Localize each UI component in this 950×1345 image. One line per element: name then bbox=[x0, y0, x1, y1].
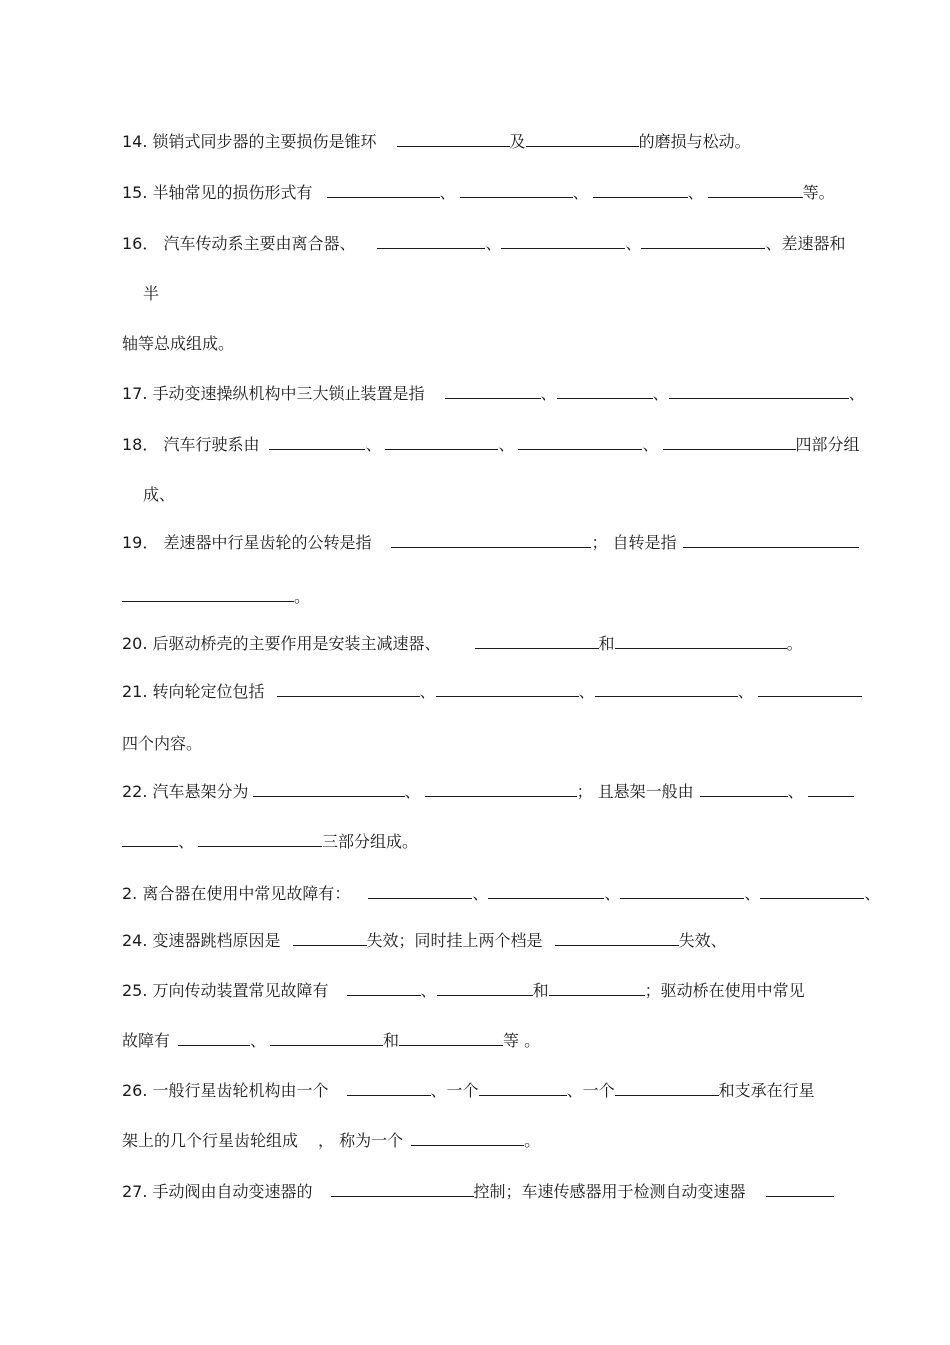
question-text: 14. 锁销式同步器的主要损伤是锥环 bbox=[122, 132, 377, 151]
question-line-q18 bbox=[122, 434, 860, 456]
question-line-q25b bbox=[122, 1030, 540, 1052]
question-text: 27. 手动阀由自动变速器的 bbox=[122, 1182, 313, 1201]
question-text: ； 自转是指 bbox=[591, 533, 677, 552]
answer-blank[interactable] bbox=[411, 1130, 524, 1146]
answer-blank[interactable] bbox=[445, 383, 541, 399]
answer-blank[interactable] bbox=[501, 233, 625, 249]
question-text: 、 bbox=[540, 384, 557, 403]
answer-blank[interactable] bbox=[557, 383, 653, 399]
answer-blank[interactable] bbox=[327, 182, 440, 198]
answer-blank[interactable] bbox=[593, 182, 688, 198]
question-line-q16c bbox=[122, 333, 234, 355]
answer-blank[interactable] bbox=[293, 930, 367, 946]
question-text: 。 bbox=[786, 634, 803, 653]
question-line-q21b bbox=[122, 733, 202, 755]
question-line-q22b bbox=[122, 831, 418, 853]
question-text: 、 bbox=[625, 234, 642, 253]
question-text: 16． 汽车传动系主要由离合器、 bbox=[122, 234, 356, 253]
question-text: 、一个 bbox=[430, 1081, 479, 1100]
answer-blank[interactable] bbox=[347, 980, 421, 996]
question-text: 、 bbox=[572, 183, 589, 202]
answer-blank[interactable] bbox=[399, 1030, 503, 1046]
answer-blank[interactable] bbox=[663, 434, 796, 450]
question-text: ； 且悬架一般由 bbox=[576, 782, 694, 801]
question-text: 。 bbox=[294, 587, 311, 606]
question-text: 成、 bbox=[143, 485, 176, 504]
question-line-q23 bbox=[122, 883, 880, 905]
question-text: 等 。 bbox=[503, 1031, 541, 1050]
question-text: 、 bbox=[578, 682, 595, 701]
question-text: 和 bbox=[598, 634, 615, 653]
answer-blank[interactable] bbox=[269, 434, 365, 450]
answer-blank[interactable] bbox=[555, 930, 679, 946]
answer-blank[interactable] bbox=[391, 532, 591, 548]
question-text: 轴等总成组成。 bbox=[122, 334, 235, 353]
question-text: 2. 离合器在使用中常见故障有： bbox=[122, 884, 351, 903]
question-text: 、 bbox=[848, 384, 865, 403]
question-text: 架上的几个行星齿轮组成 bbox=[122, 1131, 299, 1150]
answer-blank[interactable] bbox=[253, 781, 405, 797]
answer-blank[interactable] bbox=[368, 883, 472, 899]
question-text: 25. 万向传动装置常见故障有 bbox=[122, 981, 329, 1000]
answer-blank[interactable] bbox=[377, 233, 485, 249]
question-text: 、 bbox=[365, 435, 382, 454]
answer-blank[interactable] bbox=[620, 883, 744, 899]
question-text: 及 bbox=[509, 132, 526, 151]
answer-blank[interactable] bbox=[549, 980, 645, 996]
answer-blank[interactable] bbox=[479, 1080, 567, 1096]
question-line-q15 bbox=[122, 182, 835, 204]
question-text: 、 bbox=[419, 682, 436, 701]
question-text: 17. 手动变速操纵机构中三大锁止装置是指 bbox=[122, 384, 425, 403]
question-text: 、 bbox=[178, 832, 195, 851]
question-text: 、 bbox=[737, 682, 754, 701]
answer-blank[interactable] bbox=[122, 831, 178, 847]
answer-blank[interactable] bbox=[615, 633, 787, 649]
question-text: 、 bbox=[420, 981, 437, 1000]
question-line-q19 bbox=[122, 532, 859, 554]
answer-blank[interactable] bbox=[347, 1080, 431, 1096]
question-text: ；驱动桥在使用中常见 bbox=[644, 981, 805, 1000]
question-text: 、 bbox=[687, 183, 704, 202]
answer-blank[interactable] bbox=[178, 1030, 250, 1046]
question-line-q20 bbox=[122, 633, 803, 655]
answer-blank[interactable] bbox=[808, 781, 854, 797]
answer-blank[interactable] bbox=[436, 681, 579, 697]
answer-blank[interactable] bbox=[331, 1181, 474, 1197]
question-line-q22 bbox=[122, 781, 854, 803]
question-text: 四个内容。 bbox=[122, 734, 203, 753]
question-text: 、 bbox=[642, 435, 659, 454]
question-text: 四部分组 bbox=[795, 435, 860, 454]
question-text: 、 bbox=[250, 1031, 267, 1050]
question-text: 半 bbox=[143, 284, 160, 303]
question-line-q26b bbox=[122, 1130, 540, 1152]
answer-blank[interactable] bbox=[460, 182, 573, 198]
question-text: 、 bbox=[404, 782, 421, 801]
question-line-q24 bbox=[122, 930, 727, 952]
answer-blank[interactable] bbox=[488, 883, 604, 899]
question-line-q16b bbox=[143, 283, 159, 305]
question-text: 26. 一般行星齿轮机构由一个 bbox=[122, 1081, 329, 1100]
question-text: 21. 转向轮定位包括 bbox=[122, 682, 265, 701]
answer-blank[interactable] bbox=[526, 131, 639, 147]
question-text: 。 bbox=[524, 1131, 541, 1150]
question-text: 15. 半轴常见的损伤形式有 bbox=[122, 183, 313, 202]
question-text: 22. 汽车悬架分为 bbox=[122, 782, 249, 801]
answer-blank[interactable] bbox=[425, 781, 577, 797]
answer-blank[interactable] bbox=[683, 532, 859, 548]
answer-blank[interactable] bbox=[708, 182, 803, 198]
question-text: 24. 变速器跳档原因是 bbox=[122, 931, 281, 950]
answer-blank[interactable] bbox=[385, 434, 498, 450]
answer-blank[interactable] bbox=[270, 1030, 383, 1046]
question-text: 、 bbox=[652, 384, 669, 403]
answer-blank[interactable] bbox=[700, 781, 788, 797]
question-text: 失效；同时挂上两个档是 bbox=[366, 931, 543, 950]
answer-blank[interactable] bbox=[198, 831, 322, 847]
question-text: 失效、 bbox=[678, 931, 727, 950]
question-text: 、 bbox=[604, 884, 621, 903]
question-text: 20. 后驱动桥壳的主要作用是安装主减速器、 bbox=[122, 634, 441, 653]
question-text: ， 称为一个 bbox=[318, 1131, 404, 1150]
question-text: 18． 汽车行驶系由 bbox=[122, 435, 260, 454]
question-line-q26 bbox=[122, 1080, 815, 1102]
question-text: 、差速器和 bbox=[765, 234, 846, 253]
question-line-q19b bbox=[122, 586, 310, 608]
answer-blank[interactable] bbox=[397, 131, 510, 147]
answer-blank[interactable] bbox=[475, 633, 599, 649]
question-text: 和支承在行星 bbox=[718, 1081, 815, 1100]
question-text: 19． 差速器中行星齿轮的公转是指 bbox=[122, 533, 372, 552]
question-text: 、一个 bbox=[566, 1081, 615, 1100]
answer-blank[interactable] bbox=[669, 383, 849, 399]
answer-blank[interactable] bbox=[122, 586, 294, 602]
question-text: 控制；车速传感器用于检测自动变速器 bbox=[473, 1182, 746, 1201]
question-text: 、 bbox=[472, 884, 489, 903]
answer-blank[interactable] bbox=[758, 681, 862, 697]
answer-blank[interactable] bbox=[518, 434, 642, 450]
question-line-q27 bbox=[122, 1181, 834, 1203]
question-text: 和 bbox=[383, 1031, 400, 1050]
answer-blank[interactable] bbox=[615, 1080, 719, 1096]
answer-blank[interactable] bbox=[437, 980, 533, 996]
question-text: 、 bbox=[439, 183, 456, 202]
question-line-q16 bbox=[122, 233, 846, 255]
question-text: 和 bbox=[532, 981, 549, 1000]
question-text: 故障有 bbox=[122, 1031, 171, 1050]
question-text: 三部分组成。 bbox=[322, 832, 419, 851]
answer-blank[interactable] bbox=[766, 1181, 834, 1197]
question-text: 的磨损与松动。 bbox=[638, 132, 751, 151]
answer-blank[interactable] bbox=[760, 883, 864, 899]
question-line-q21 bbox=[122, 681, 862, 703]
question-line-q18b bbox=[143, 484, 175, 506]
question-line-q25 bbox=[122, 980, 805, 1002]
question-text: 、 bbox=[485, 234, 502, 253]
answer-blank[interactable] bbox=[277, 681, 420, 697]
question-text: 、 bbox=[744, 884, 761, 903]
question-text: 、 bbox=[864, 884, 881, 903]
question-line-q14 bbox=[122, 131, 751, 153]
question-line-q17 bbox=[122, 383, 865, 405]
question-text: 等。 bbox=[802, 183, 835, 202]
question-text: 、 bbox=[787, 782, 804, 801]
question-text: 、 bbox=[498, 435, 515, 454]
answer-blank[interactable] bbox=[641, 233, 765, 249]
answer-blank[interactable] bbox=[595, 681, 738, 697]
